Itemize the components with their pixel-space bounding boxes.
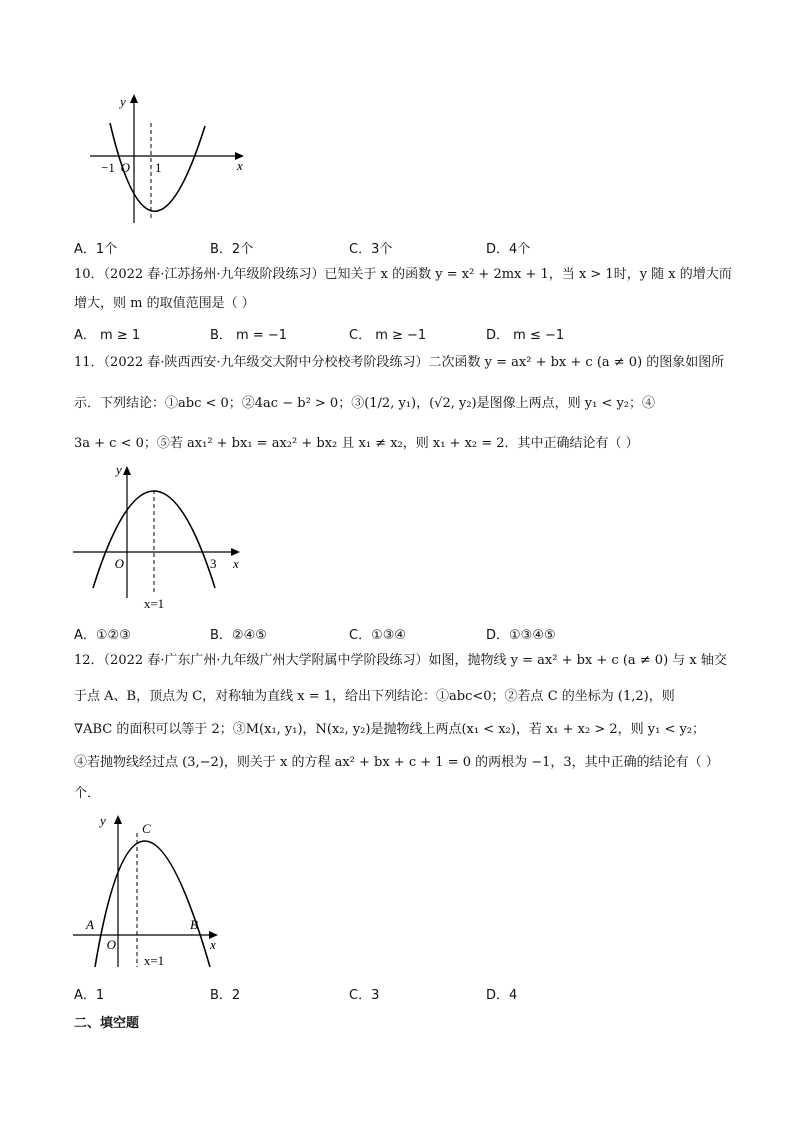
q12-line-4: ④若抛物线经过点 (3,−2)，则关于 x 的方程 ax² + bx + c + 1 = 0 的两根为 −1，3，其中正确的结论有（ ） [74, 755, 719, 770]
q10-line-2: 增大，则 m 的取值范围是（ ） [74, 296, 255, 311]
q9-option-b[interactable]: B．2个 [210, 242, 254, 257]
q11-line-1: 11．（2022 春·陕西西安·九年级交大附中分校校考阶段练习）二次函数 y = ax² + bx + c (a ≠ 0) 的图象如图所 [74, 355, 725, 370]
y-arrow [130, 94, 138, 103]
q9-option-a[interactable]: A．1个 [74, 242, 118, 257]
q10-option-d[interactable]: D． m ≤ −1 [486, 328, 565, 343]
one-label: 1 [155, 160, 162, 175]
q11-option-a[interactable]: A．①②③ [74, 628, 131, 643]
point-c-label: C [142, 821, 151, 836]
q9-option-d[interactable]: D．4个 [486, 242, 531, 257]
q11-option-d[interactable]: D．①③④⑤ [486, 628, 556, 643]
q12-option-a[interactable]: A．1 [74, 988, 105, 1003]
q11-graph [68, 458, 258, 616]
q10-option-c[interactable]: C． m ≥ −1 [349, 328, 427, 343]
q11-option-b[interactable]: B．②④⑤ [210, 628, 267, 643]
section-heading: 二、填空题 [74, 1016, 140, 1031]
x-label: x [237, 158, 243, 173]
q10-option-a[interactable]: A． m ≥ 1 [74, 328, 141, 343]
neg-one-label: −1 [101, 160, 115, 175]
point-b-label: B [190, 917, 198, 932]
x-label: x [210, 937, 216, 952]
origin-label: O [106, 937, 116, 952]
q11-line-2: 示．下列结论：①abc < 0；②4ac − b² > 0；③(1/2, y₁)，(√2, y₂)是图像上两点，则 y₁ < y₂；④ [74, 396, 656, 411]
q12-option-c[interactable]: C．3 [349, 988, 380, 1003]
q12-graph [68, 805, 238, 970]
q9-option-c[interactable]: C．3个 [349, 242, 393, 257]
origin-label: O [114, 556, 124, 571]
y-arrow [114, 815, 122, 824]
origin-label: O [120, 160, 130, 175]
axis-label: x=1 [143, 596, 165, 611]
q10-line-1: 10．（2022 春·江苏扬州·九年级阶段练习）已知关于 x 的函数 y = x² + 2mx + 1，当 x > 1时，y 随 x 的增大而 [74, 267, 732, 282]
y-arrow [123, 466, 131, 475]
q10-option-b[interactable]: B． m = −1 [210, 328, 288, 343]
q11-line-3: 3a + c < 0；⑤若 ax₁² + bx₁ = ax₂² + bx₂ 且 x₁ ≠ x₂，则 x₁ + x₂ = 2．其中正确结论有（ ） [74, 436, 639, 451]
point-a-label: A [86, 917, 94, 932]
q12-line-3: ∇ABC 的面积可以等于 2；③M(x₁, y₁)，N(x₂, y₂)是抛物线上两点(x₁ < x₂)，若 x₁ + x₂ > 2，则 y₁ < y₂； [74, 722, 706, 737]
q9-graph [80, 88, 260, 228]
q12-line-1: 12．（2022 春·广东广州·九年级广州大学附属中学阶段练习）如图，抛物线 y = ax² + bx + c (a ≠ 0) 与 x 轴交 [74, 653, 727, 668]
y-label: y [120, 94, 126, 109]
x-arrow [231, 548, 240, 556]
axis-label: x=1 [143, 953, 165, 968]
q12-option-b[interactable]: B．2 [210, 988, 241, 1003]
q12-line-5: 个． [74, 786, 101, 801]
three-label: 3 [210, 556, 217, 571]
y-label: y [116, 462, 122, 477]
q12-option-d[interactable]: D．4 [486, 988, 518, 1003]
y-label: y [100, 813, 106, 828]
q12-line-2: 于点 A、B，顶点为 C，对称轴为直线 x = 1，给出下列结论：①abc<0；②若点 C 的坐标为 (1,2)，则 [74, 689, 675, 704]
x-label: x [233, 556, 239, 571]
q11-option-c[interactable]: C．①③④ [349, 628, 407, 643]
